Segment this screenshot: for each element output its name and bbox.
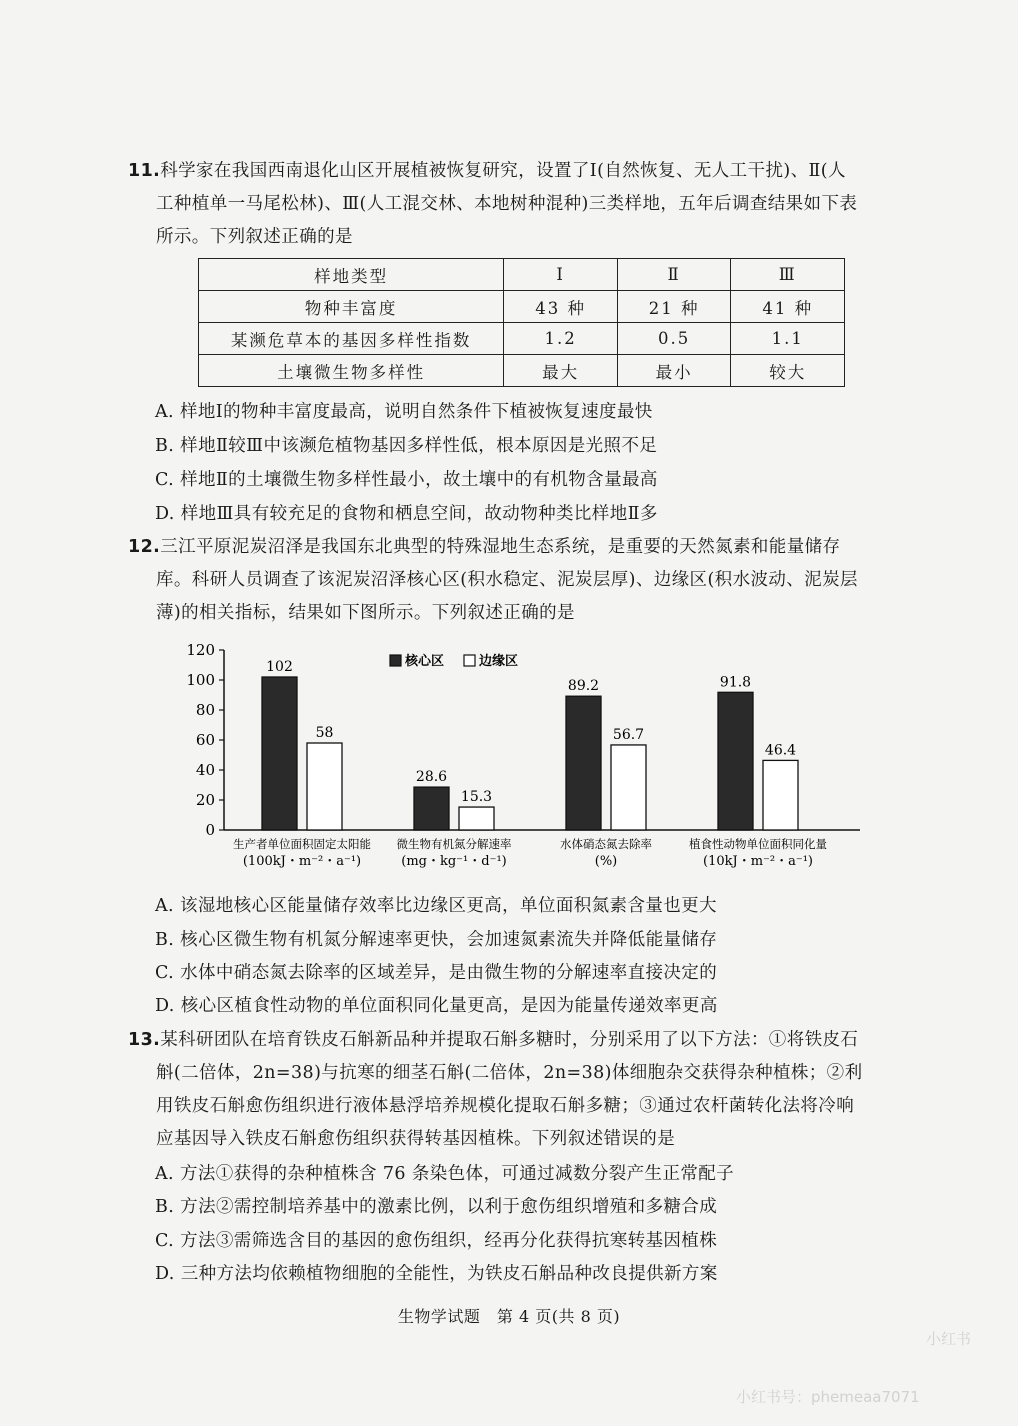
table-header-row bbox=[199, 259, 845, 291]
question-11-line-2: 工种植单一马尾松林)、Ⅲ(人工混交林、本地树种混种)三类样地，五年后调查结果如下表 bbox=[156, 194, 858, 214]
question-11-line-3: 所示。下列叙述正确的是 bbox=[156, 227, 353, 247]
question-11-option-a: A. 样地Ⅰ的物种丰富度最高，说明自然条件下植被恢复速度最快 bbox=[155, 402, 653, 422]
question-13-option-d: D. 三种方法均依赖植物细胞的全能性，为铁皮石斛品种改良提供新方案 bbox=[155, 1264, 718, 1284]
y-tick-label: 100 bbox=[186, 671, 215, 689]
bar-value-label: 46.4 bbox=[764, 742, 797, 759]
bar-edge bbox=[307, 743, 342, 830]
question-12-line-1: 12.三江平原泥炭沼泽是我国东北典型的特殊湿地生态系统，是重要的天然氮素和能量储存 bbox=[128, 537, 841, 557]
bar-core bbox=[718, 692, 753, 830]
table-header-cell: Ⅱ bbox=[617, 259, 731, 291]
question-11-number: 11. bbox=[128, 161, 161, 181]
x-category-label: 水体硝态氮去除率 bbox=[560, 837, 652, 851]
y-tick-label: 40 bbox=[195, 761, 215, 779]
question-13-line-3: 用铁皮石斛愈伤组织进行液体悬浮培养规模化提取石斛多糖；③通过农杆菌转化法将冷响 bbox=[156, 1096, 855, 1116]
question-12-option-b: B. 核心区微生物有机氮分解速率更快，会加速氮素流失并降低能量储存 bbox=[155, 930, 718, 950]
question-13-option-b: B. 方法②需控制培养基中的激素比例，以利于愈伤组织增殖和多糖合成 bbox=[155, 1197, 718, 1217]
y-tick-label: 60 bbox=[195, 731, 215, 749]
table-row bbox=[199, 323, 845, 355]
question-12-option-c: C. 水体中硝态氮去除率的区域差异，是由微生物的分解速率直接决定的 bbox=[155, 963, 718, 983]
bar-edge bbox=[611, 745, 646, 830]
question-12-option-d: D. 核心区植食性动物的单位面积同化量更高，是因为能量传递效率更高 bbox=[155, 996, 718, 1016]
question-11-line-1: 11.科学家在我国西南退化山区开展植被恢复研究，设置了Ⅰ(自然恢复、无人工干扰)、Ⅱ(人 bbox=[128, 161, 846, 181]
bar-value-label: 91.8 bbox=[719, 674, 752, 691]
page-footer: 生物学试题 第 4 页(共 8 页) bbox=[397, 1307, 621, 1326]
x-category-unit: (10kJ・m⁻²・a⁻¹) bbox=[703, 854, 813, 869]
bar-value-label: 89.2 bbox=[567, 678, 600, 695]
question-13-stem bbox=[128, 1024, 898, 1156]
x-category-label: 微生物有机氮分解速率 bbox=[396, 837, 512, 851]
question-12-stem bbox=[128, 531, 898, 630]
y-tick-label: 80 bbox=[195, 701, 215, 719]
question-13-option-a: A. 方法①获得的杂种植株含 76 条染色体，可通过减数分裂产生正常配子 bbox=[155, 1164, 735, 1184]
table-cell: 1.2 bbox=[504, 323, 618, 355]
legend-swatch bbox=[390, 655, 401, 666]
question-11-option-d: D. 样地Ⅲ具有较充足的食物和栖息空间，故动物种类比样地Ⅱ多 bbox=[155, 504, 658, 524]
table-row bbox=[199, 291, 845, 323]
question-13-line-4: 应基因导入铁皮石斛愈伤组织获得转基因植株。下列叙述错误的是 bbox=[156, 1129, 676, 1149]
bar-core bbox=[262, 677, 297, 830]
question-13-line-2: 斛(二倍体，2n=38)与抗寒的细茎石斛(二倍体，2n=38)体细胞杂交获得杂种植株；②利 bbox=[156, 1063, 863, 1083]
bar-value-label: 58 bbox=[315, 725, 334, 741]
question-13-line-1: 13.某科研团队在培育铁皮石斛新品种并提取石斛多糖时，分别采用了以下方法：①将铁皮石 bbox=[128, 1030, 859, 1050]
table-cell: 41 种 bbox=[731, 291, 845, 323]
table-cell: 物种丰富度 bbox=[199, 291, 504, 323]
table-cell: 1.1 bbox=[731, 323, 845, 355]
legend-label: 核心区 bbox=[405, 654, 445, 669]
legend-label: 边缘区 bbox=[479, 654, 519, 669]
x-category-unit: (%) bbox=[594, 854, 618, 869]
y-tick-label: 0 bbox=[205, 821, 215, 839]
watermark-bottom: 小红书号：phemeaa7071 bbox=[736, 1388, 920, 1406]
table-cell: 某濒危草本的基因多样性指数 bbox=[199, 323, 504, 355]
table-cell: 较大 bbox=[731, 355, 845, 387]
table-header-cell: Ⅲ bbox=[731, 259, 845, 291]
table-cell: 最大 bbox=[504, 355, 618, 387]
watermark-corner: 小红书 bbox=[926, 1330, 972, 1348]
question-11-option-b: B. 样地Ⅱ较Ⅲ中该濒危植物基因多样性低，根本原因是光照不足 bbox=[155, 436, 658, 456]
bar-value-label: 102 bbox=[266, 659, 293, 675]
x-category-label: 植食性动物单位面积同化量 bbox=[689, 837, 827, 851]
table-cell: 21 种 bbox=[617, 291, 731, 323]
bar-value-label: 15.3 bbox=[460, 789, 493, 806]
bar-core bbox=[414, 787, 449, 830]
bar-value-label: 56.7 bbox=[612, 726, 645, 743]
legend-swatch bbox=[464, 655, 475, 666]
question-12-option-a: A. 该湿地核心区能量储存效率比边缘区更高，单位面积氮素含量也更大 bbox=[155, 896, 717, 916]
question-11-stem bbox=[128, 155, 898, 254]
question-13-number: 13. bbox=[128, 1030, 161, 1050]
table-cell: 43 种 bbox=[504, 291, 618, 323]
bar-value-label: 28.6 bbox=[415, 769, 448, 786]
table-header-cell: 样地类型 bbox=[199, 259, 504, 291]
x-category-label: 生产者单位面积固定太阳能 bbox=[233, 837, 371, 851]
y-tick-label: 20 bbox=[195, 791, 215, 809]
question-11-option-c: C. 样地Ⅱ的土壤微生物多样性最小，故土壤中的有机物含量最高 bbox=[155, 470, 658, 490]
bar-edge bbox=[459, 807, 494, 830]
x-category-unit: (100kJ・m⁻²・a⁻¹) bbox=[242, 854, 362, 869]
bar-core bbox=[566, 696, 601, 830]
question-12-bar-chart bbox=[180, 636, 880, 886]
question-11-table bbox=[198, 258, 845, 387]
table-row bbox=[199, 355, 845, 387]
question-12-number: 12. bbox=[128, 537, 161, 557]
bar-edge bbox=[763, 760, 798, 830]
question-13-option-c: C. 方法③需筛选含目的基因的愈伤组织，经再分化获得抗寒转基因植株 bbox=[155, 1231, 718, 1251]
y-tick-label: 120 bbox=[186, 641, 215, 659]
table-header-cell: Ⅰ bbox=[504, 259, 618, 291]
table-cell: 最小 bbox=[617, 355, 731, 387]
table-cell: 0.5 bbox=[617, 323, 731, 355]
question-12-line-3: 薄)的相关指标，结果如下图所示。下列叙述正确的是 bbox=[156, 603, 575, 623]
table-cell: 土壤微生物多样性 bbox=[199, 355, 504, 387]
question-12-line-2: 库。科研人员调查了该泥炭沼泽核心区(积水稳定、泥炭层厚)、边缘区(积水波动、泥炭层 bbox=[156, 570, 858, 590]
x-category-unit: (mg・kg⁻¹・d⁻¹) bbox=[401, 854, 507, 869]
